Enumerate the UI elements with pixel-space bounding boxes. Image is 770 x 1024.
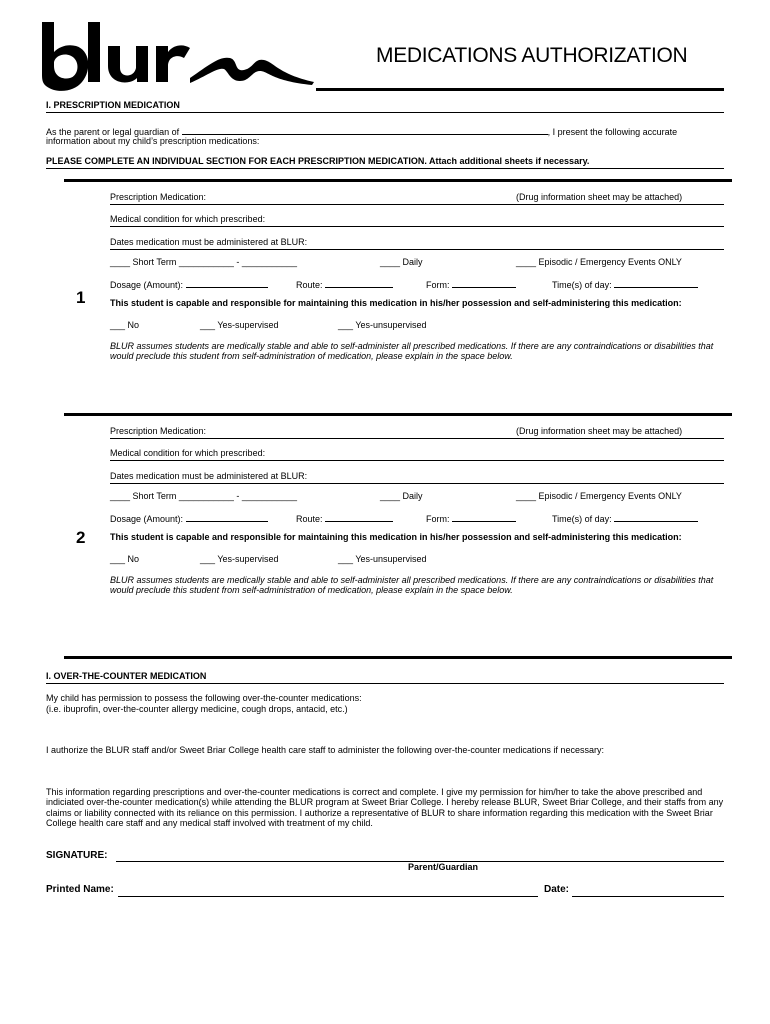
child-name-field[interactable] [182, 125, 548, 135]
condition-field[interactable] [110, 226, 724, 227]
route-field[interactable] [325, 278, 393, 288]
short-term-option[interactable]: ____ Short Term ___________ - ___________ [110, 257, 297, 267]
episodic-option[interactable]: ____ Episodic / Emergency Events ONLY [516, 257, 682, 267]
printed-name-label: Printed Name: [46, 884, 114, 895]
otc-administer-field[interactable] [46, 757, 724, 783]
divider [46, 683, 724, 684]
otc-heading: I. OVER-THE-COUNTER MEDICATION [46, 671, 207, 681]
route-row [296, 278, 393, 290]
dosage-label: Dosage (Amount): [110, 280, 184, 290]
dosage-row [110, 278, 268, 290]
times-row [552, 512, 698, 524]
capable-statement: This student is capable and responsible for maintaining this medication in his/her possession and self-administering this medication: [110, 298, 682, 308]
section-number: 1 [76, 288, 86, 307]
instruction: PLEASE COMPLETE AN INDIVIDUAL SECTION FOR EACH PRESCRIPTION MEDICATION. Attach additional sheets if necessary. [46, 156, 590, 166]
title-underline [316, 88, 724, 91]
times-row [552, 278, 698, 290]
dates-field[interactable] [110, 249, 724, 250]
divider [46, 112, 724, 113]
disclaimer: BLUR assumes students are medically stable and able to self-administer all prescribed medications. If there are any contraindications or disabilities that would preclude this student from self-administration of medication, please explain in the space below. [110, 341, 714, 362]
route-row [296, 512, 393, 524]
daily-option[interactable]: ____ Daily [380, 491, 423, 501]
route-label: Route: [296, 280, 323, 290]
route-field[interactable] [325, 512, 393, 522]
route-label: Route: [296, 514, 323, 524]
section-rule [64, 413, 732, 416]
section-rule [64, 656, 732, 659]
episodic-option[interactable]: ____ Episodic / Emergency Events ONLY [516, 491, 682, 501]
option-yes-unsupervised[interactable]: ___ Yes-unsupervised [338, 554, 427, 564]
form-row [426, 512, 516, 524]
dosage-field[interactable] [186, 278, 268, 288]
option-no[interactable]: ___ No [110, 554, 140, 564]
drug-info-note: (Drug information sheet may be attached) [516, 192, 683, 202]
daily-option[interactable]: ____ Daily [380, 257, 423, 267]
form-label: Form: [426, 514, 450, 524]
otc-authorize: I authorize the BLUR staff and/or Sweet Briar College health care staff to administer the following over-the-counter medications if necessary: [46, 745, 604, 755]
capable-statement: This student is capable and responsible for maintaining this medication in his/her possession and self-administering this medication: [110, 532, 682, 542]
form-label: Form: [426, 280, 450, 290]
option-no[interactable]: ___ No [110, 320, 140, 330]
dosage-label: Dosage (Amount): [110, 514, 184, 524]
dates-field[interactable] [110, 483, 724, 484]
blur-logo [36, 20, 316, 96]
prescription-label: Prescription Medication: [110, 426, 207, 436]
section-number: 2 [76, 528, 86, 547]
printed-name-field[interactable] [118, 896, 538, 897]
prescription-field[interactable] [110, 204, 724, 205]
guardian-post-text: , I present the following accurate [547, 127, 678, 137]
date-label: Date: [544, 884, 570, 895]
dates-label: Dates medication must be administered at BLUR: [110, 471, 308, 481]
condition-label: Medical condition for which prescribed: [110, 214, 266, 224]
times-field[interactable] [614, 278, 698, 288]
release-statement: This information regarding prescriptions and over-the-counter medications is correct and complete. I give my permission for him/her to take the above prescribed and indiciated over-the-counter medication(s) while attending the BLUR program at Sweet Briar College. I hereby release BLUR, Sweet Briar College, and their staffs from any claims or liability connected with its reliance on this permission. I authorize a representative of BLUR to share information regarding this medication with the Sweet Briar College health care staff and any medical staff involved with treatment of my child. [46, 787, 724, 829]
form-field[interactable] [452, 512, 516, 522]
condition-field[interactable] [110, 460, 724, 461]
short-term-option[interactable]: ____ Short Term ___________ - ___________ [110, 491, 297, 501]
option-yes-supervised[interactable]: ___ Yes-supervised [200, 320, 279, 330]
dates-label: Dates medication must be administered at BLUR: [110, 237, 308, 247]
guardian-line2: information about my child’s prescription medications: [46, 136, 260, 146]
dosage-field[interactable] [186, 512, 268, 522]
option-yes-unsupervised[interactable]: ___ Yes-unsupervised [338, 320, 427, 330]
times-label: Time(s) of day: [552, 514, 612, 524]
rx-heading: I. PRESCRIPTION MEDICATION [46, 100, 180, 110]
form-title: MEDICATIONS AUTHORIZATION [376, 44, 688, 67]
parent-guardian-caption: Parent/Guardian [408, 862, 479, 872]
signature-label: SIGNATURE: [46, 850, 108, 861]
prescription-field[interactable] [110, 438, 724, 439]
prescription-label: Prescription Medication: [110, 192, 207, 202]
times-field[interactable] [614, 512, 698, 522]
form-row [426, 278, 516, 290]
disclaimer: BLUR assumes students are medically stable and able to self-administer all prescribed medications. If there are any contraindications or disabilities that would preclude this student from self-administration of medication, please explain in the space below. [110, 575, 714, 596]
option-yes-supervised[interactable]: ___ Yes-supervised [200, 554, 279, 564]
guardian-label: As the parent or legal guardian of [46, 127, 180, 137]
form-field[interactable] [452, 278, 516, 288]
drug-info-note: (Drug information sheet may be attached) [516, 426, 683, 436]
explanation-area[interactable] [110, 600, 724, 650]
condition-label: Medical condition for which prescribed: [110, 448, 266, 458]
date-field[interactable] [572, 896, 724, 897]
times-label: Time(s) of day: [552, 280, 612, 290]
otc-line2: (i.e. ibuprofin, over-the-counter allergy medicine, cough drops, antacid, etc.) [46, 704, 348, 714]
divider [46, 168, 724, 169]
dosage-row [110, 512, 268, 524]
otc-medications-field[interactable] [46, 718, 724, 740]
explanation-area[interactable] [110, 366, 724, 406]
otc-line1: My child has permission to possess the following over-the-counter medications: [46, 693, 362, 703]
section-rule [64, 179, 732, 182]
